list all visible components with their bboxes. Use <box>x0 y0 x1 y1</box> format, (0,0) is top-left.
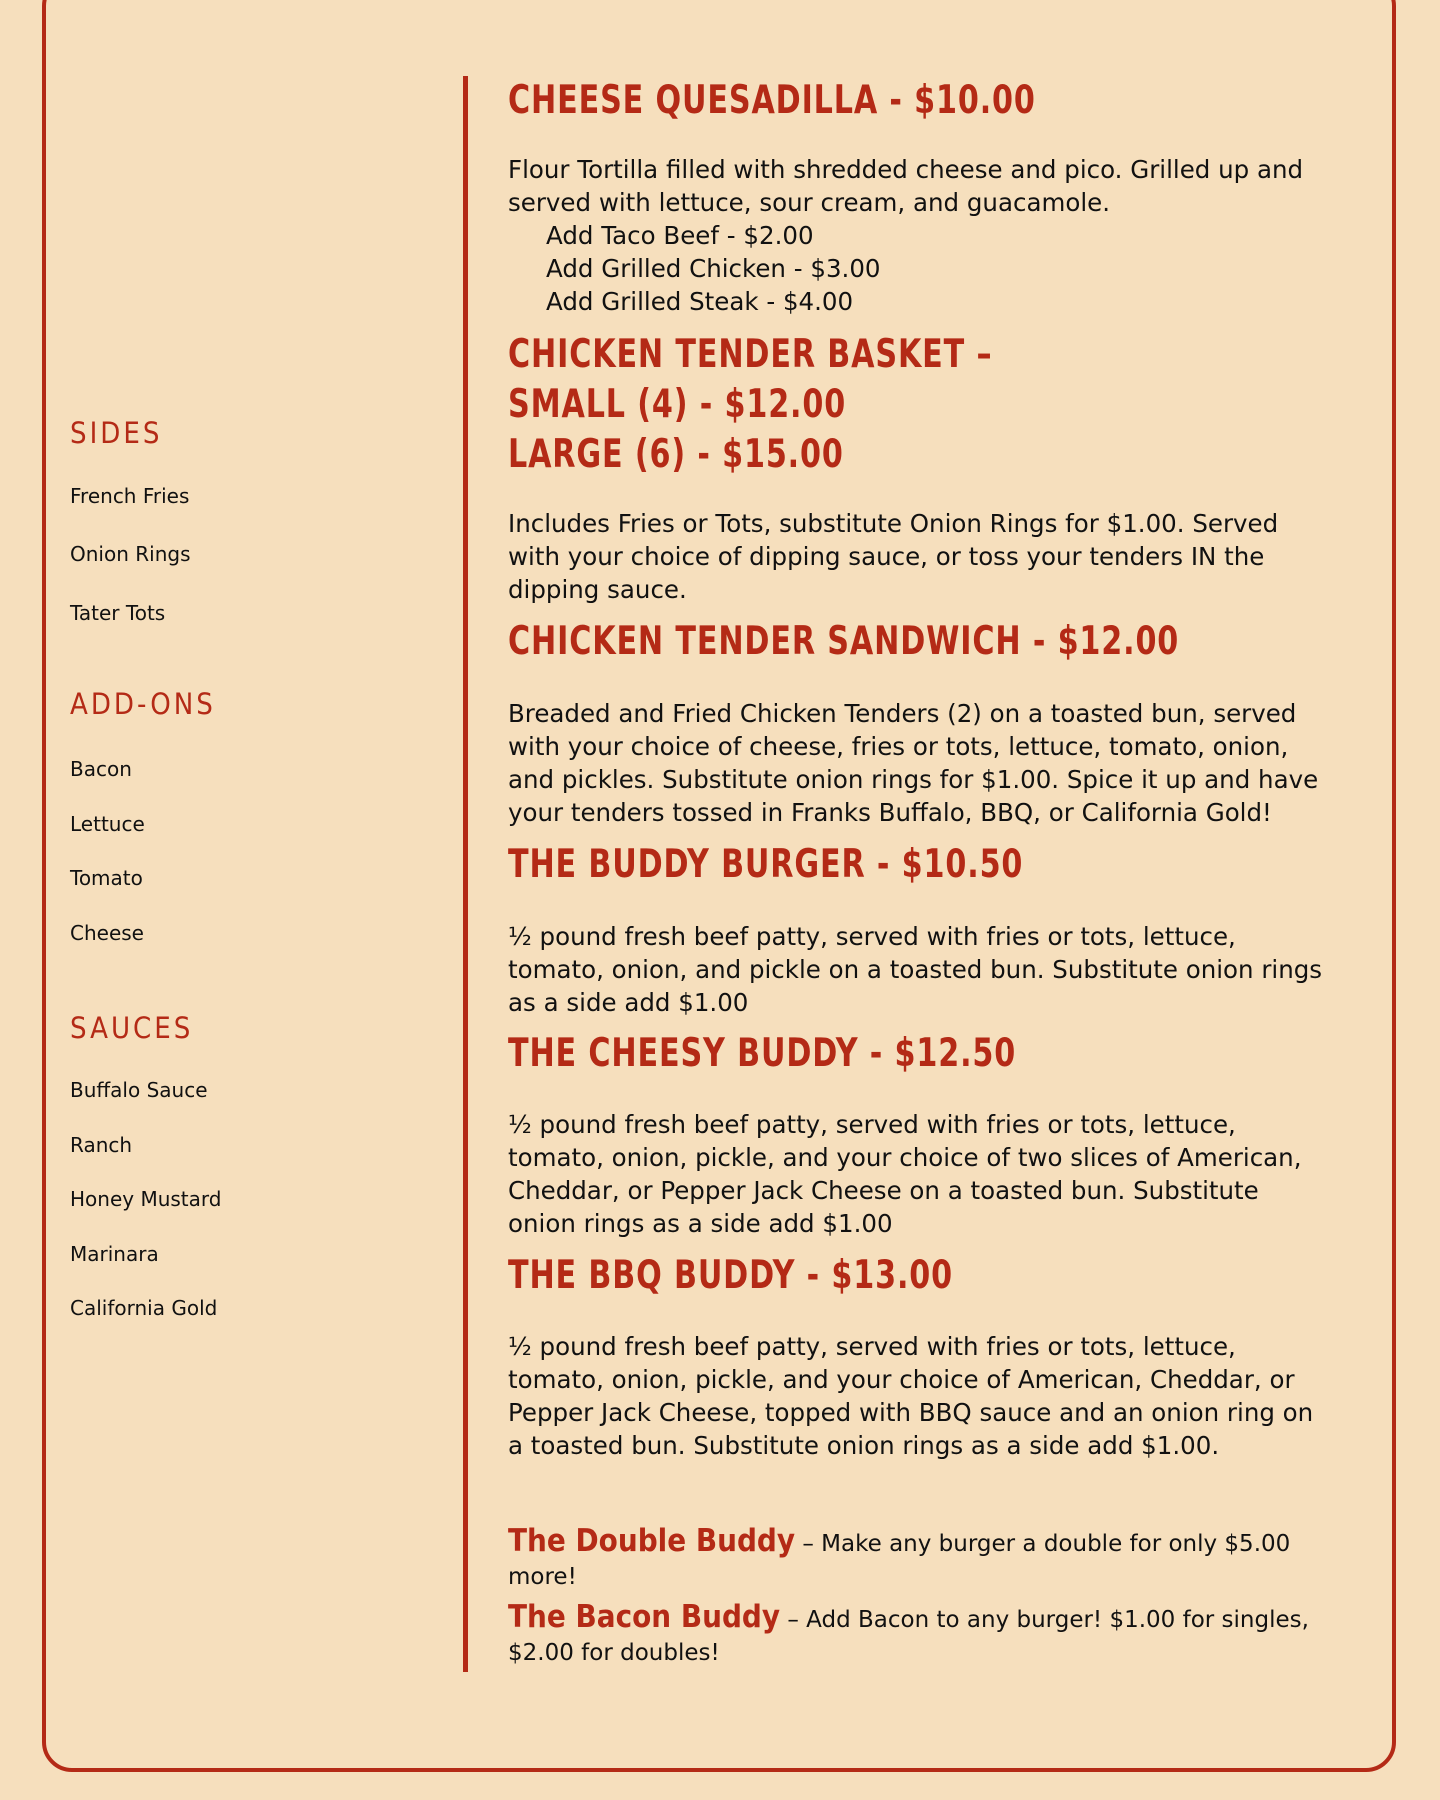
tender-basket-description: Includes Fries or Tots, substitute Onion Rings for $1.00. Served with your choice of dipping sauce, or toss your tenders IN the dipping sauce. <box>508 509 1279 604</box>
addon-item: Bacon <box>70 757 132 781</box>
side-item: Onion Rings <box>70 542 191 566</box>
addon-item: Tomato <box>70 866 143 890</box>
tender-sandwich-title: CHICKEN TENDER SANDWICH - $12.00 <box>508 619 1180 664</box>
addon-item: Cheese <box>70 921 144 945</box>
bacon-buddy-name: The Bacon Buddy <box>508 1599 781 1635</box>
addon-item: Lettuce <box>70 812 145 836</box>
double-buddy-name: The Double Buddy <box>508 1523 796 1559</box>
sauce-item: Honey Mustard <box>70 1187 222 1211</box>
sides-heading: SIDES <box>70 416 163 450</box>
tender-basket-large-price: LARGE (6) - $15.00 <box>508 432 844 477</box>
bacon-buddy-note <box>508 1601 1328 1670</box>
bacon-buddy-text: – Add Bacon to any burger! $1.00 for singles, $2.00 for doubles! <box>508 1607 1309 1666</box>
double-buddy-note <box>508 1525 1328 1594</box>
sauce-item: Marinara <box>70 1242 159 1266</box>
quesadilla-addon: Add Grilled Steak - $4.00 <box>546 287 854 316</box>
side-item: French Fries <box>70 484 190 508</box>
sauce-item: Ranch <box>70 1133 133 1157</box>
quesadilla-title: CHEESE QUESADILLA - $10.00 <box>508 78 1036 123</box>
tender-sandwich-description: Breaded and Fried Chicken Tenders (2) on a toasted bun, served with your choice of cheese, fries or tots, lettuce, tomato, onion, and pickles. Substitute onion rings for $1.00. Spice it up and have your tenders tossed in Franks Buffalo, BBQ, or California Gold! <box>508 699 1319 827</box>
double-buddy-text: – Make any burger a double for only $5.00 more! <box>508 1531 1291 1590</box>
bbq-buddy-description: ½ pound fresh beef patty, served with fries or tots, lettuce, tomato, onion, pickle, and your choice of American, Cheddar, or Pepper Jack Cheese, topped with BBQ sauce and an onion ring on a toasted bun. Substitute onion rings as a side add $1.00. <box>508 1332 1314 1460</box>
tender-basket-title: CHICKEN TENDER BASKET – <box>508 332 993 377</box>
buddy-burger-title: THE BUDDY BURGER - $10.50 <box>508 842 1024 887</box>
bbq-buddy-title: THE BBQ BUDDY - $13.00 <box>508 1253 953 1298</box>
sauce-item: California Gold <box>70 1296 218 1320</box>
quesadilla-addon: Add Grilled Chicken - $3.00 <box>546 254 881 283</box>
addons-heading: ADD-ONS <box>70 687 216 721</box>
quesadilla-addon: Add Taco Beef - $2.00 <box>546 221 814 250</box>
column-divider <box>463 76 468 1672</box>
buddy-burger-description: ½ pound fresh beef patty, served with fries or tots, lettuce, tomato, onion, and pickle on a toasted bun. Substitute onion rings as a side add $1.00 <box>508 922 1323 1017</box>
cheesy-buddy-description: ½ pound fresh beef patty, served with fries or tots, lettuce, tomato, onion, pickle, and your choice of two slices of American, Cheddar, or Pepper Jack Cheese on a toasted bun. Substitute onion rings as a side add $1.00 <box>508 1110 1302 1238</box>
side-item: Tater Tots <box>70 601 166 625</box>
cheesy-buddy-title: THE CHEESY BUDDY - $12.50 <box>508 1031 1017 1076</box>
sauce-item: Buffalo Sauce <box>70 1078 208 1102</box>
tender-basket-small-price: SMALL (4) - $12.00 <box>508 382 847 427</box>
sauces-heading: SAUCES <box>70 1011 194 1045</box>
quesadilla-description: Flour Tortilla filled with shredded cheese and pico. Grilled up and served with lettuce, sour cream, and guacamole. <box>508 155 1304 217</box>
